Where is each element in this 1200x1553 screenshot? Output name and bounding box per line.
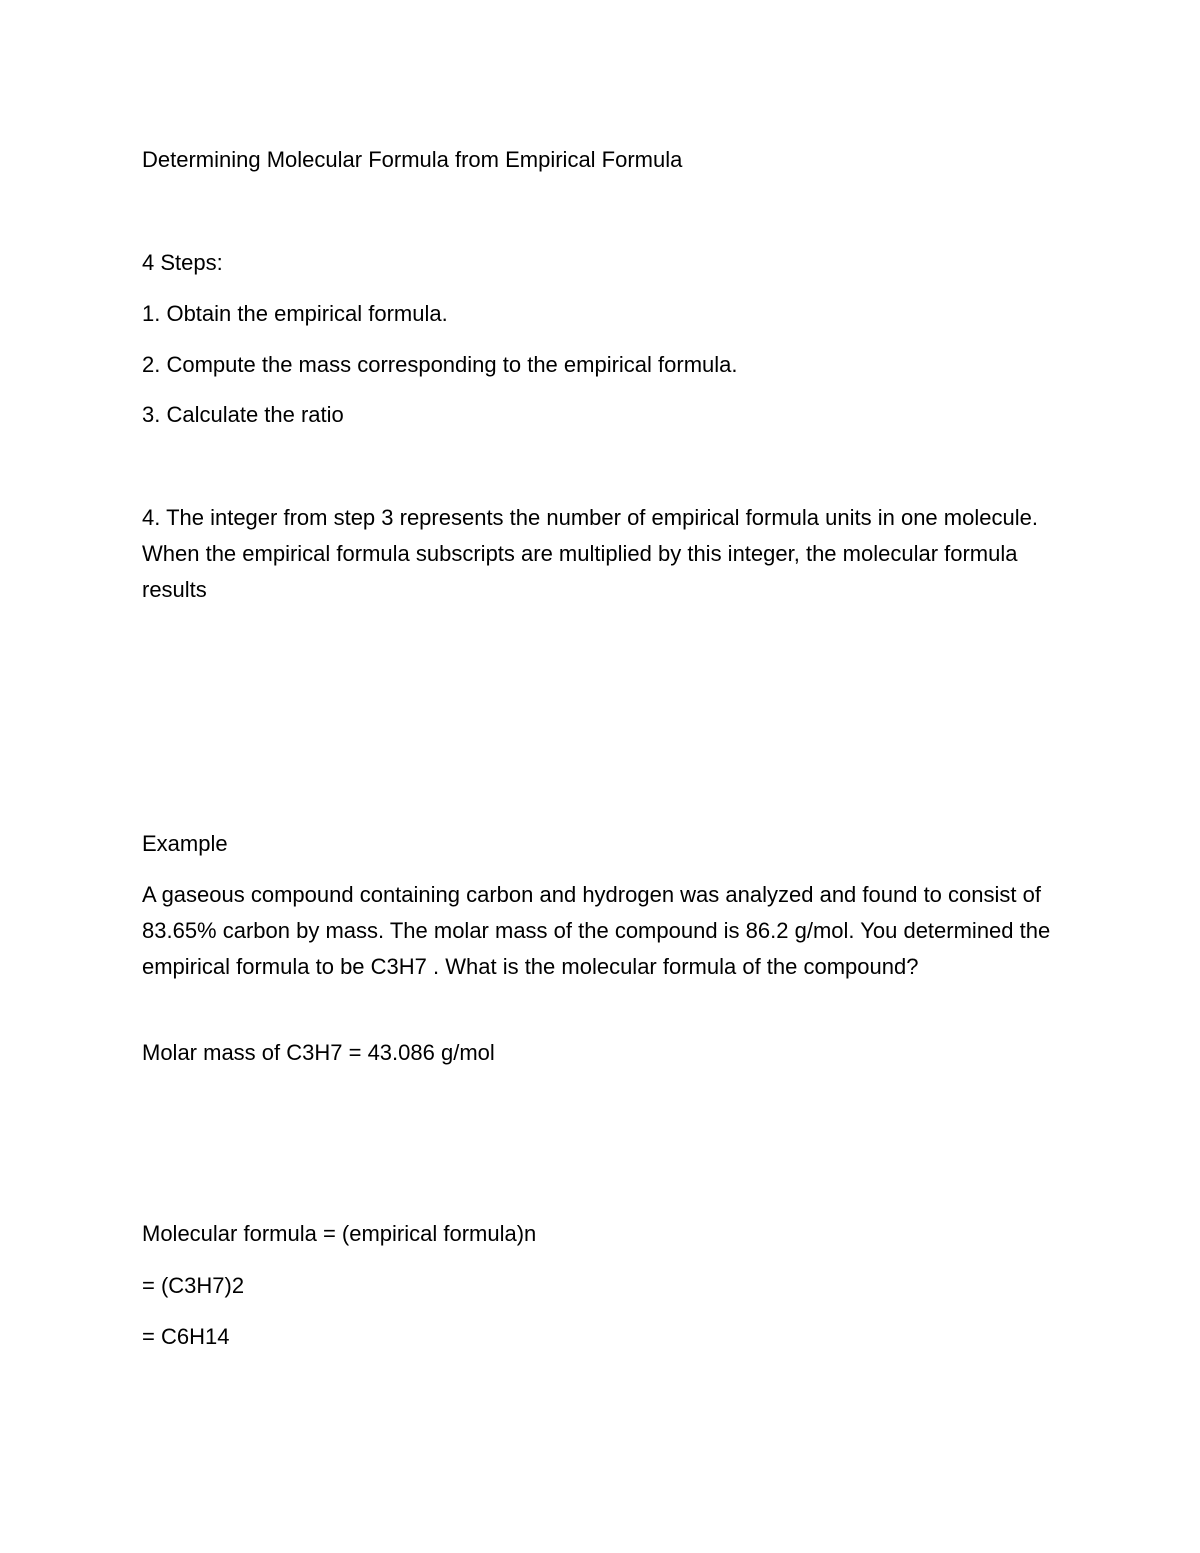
steps-heading: 4 Steps:: [142, 250, 223, 275]
step-2: 2. Compute the mass corresponding to the empirical formula.: [142, 352, 738, 377]
molar-mass-line: Molar mass of C3H7 = 43.086 g/mol: [142, 1040, 495, 1065]
document-title: Determining Molecular Formula from Empirical Formula: [142, 147, 683, 172]
molecular-formula-line: Molecular formula = (empirical formula)n: [142, 1221, 537, 1246]
example-problem: A gaseous compound containing carbon and hydrogen was analyzed and found to consist of 83.65% carbon by mass. The molar mass of the compound is 86.2 g/mol. You determined the empirical formula to be C3H7 . What is the molecular formula of the compound?: [142, 882, 1051, 979]
example-heading: Example: [142, 831, 228, 856]
step-3: 3. Calculate the ratio: [142, 402, 344, 427]
formula-step-line: = (C3H7)2: [142, 1273, 245, 1298]
formula-result-line: = C6H14: [142, 1324, 230, 1349]
step-1: 1. Obtain the empirical formula.: [142, 301, 448, 326]
step-4: 4. The integer from step 3 represents the number of empirical formula units in one molecule. When the empirical formula subscripts are multiplied by this integer, the molecular formula results: [142, 505, 1038, 602]
